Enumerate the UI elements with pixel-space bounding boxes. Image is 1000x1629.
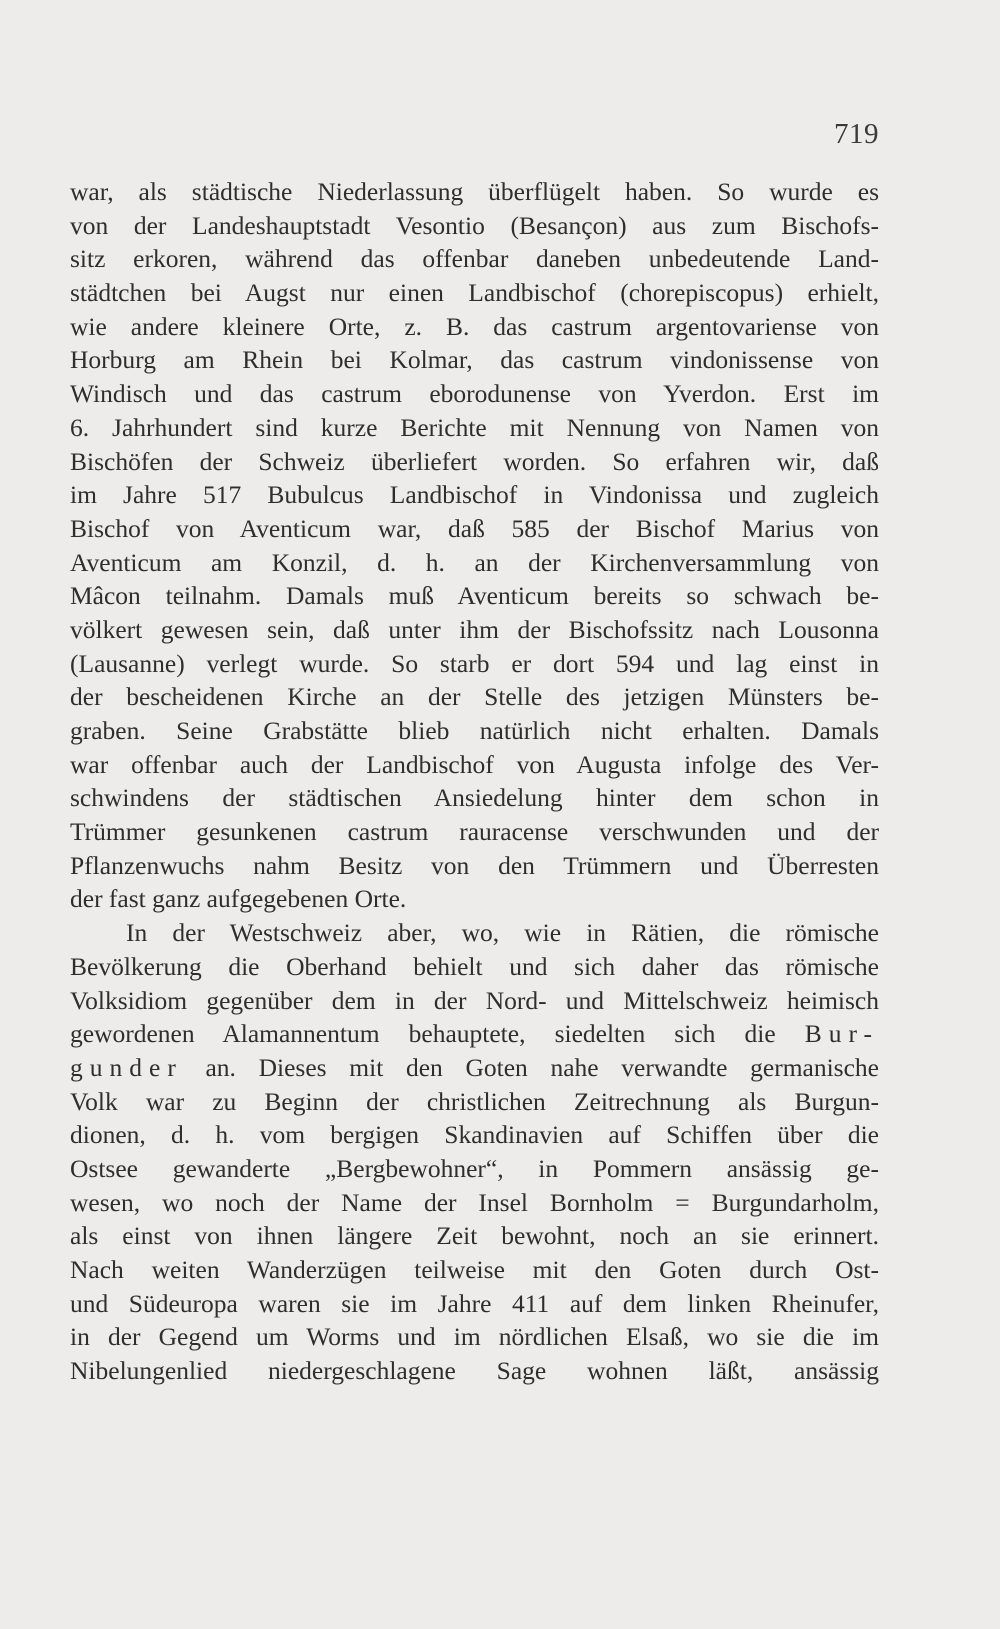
text-line (70, 680, 879, 714)
line-text: Pflanzenwuchs nahm Besitz von den Trümmern und Überresten (70, 850, 879, 880)
text-line (70, 445, 879, 479)
text-line (70, 276, 879, 310)
line-text: Trümmer gesunkenen castrum rauracense verschwunden und der (70, 817, 879, 847)
line-text: (Lausanne) verlegt wurde. So starb er dort 594 und lag einst in (70, 648, 879, 678)
text-line (70, 882, 879, 916)
line-text: Windisch und das castrum eborodunense von Yverdon. Erst im (70, 379, 879, 409)
text-line (70, 242, 879, 276)
line-text: graben. Seine Grabstätte blieb natürlich nicht erhalten. Damals (70, 716, 879, 745)
line-text: von der Landeshauptstadt Vesontio (Besançon) aus zum Bischofs- (70, 210, 879, 240)
text-line (70, 950, 879, 984)
text-line (70, 310, 879, 344)
text-line (70, 1219, 879, 1253)
text-line (70, 546, 879, 580)
text-line (70, 1320, 879, 1354)
text-line (70, 1354, 879, 1388)
line-text: Bischöfen der Schweiz überliefert worden. So erfahren wir, daß (70, 446, 879, 476)
line-text: als einst von ihnen längere Zeit bewohnt, noch an sie erinnert. (70, 1221, 879, 1251)
text-line (70, 478, 879, 512)
line-text: gewordenen Alamannentum behauptete, siedelten sich die (70, 1019, 805, 1049)
line-text: der bescheidenen Kirche an der Stelle des jetzigen Münsters be- (70, 682, 879, 712)
text-line (70, 781, 879, 815)
text-line (70, 579, 879, 613)
line-text: war offenbar auch der Landbischof von Augusta infolge des Ver- (70, 749, 879, 779)
line-text: Mâcon teilnahm. Damals muß Aventicum bereits so schwach be- (70, 581, 879, 611)
line-text: Bevölkerung die Oberhand behielt und sich daher das römische (70, 951, 879, 981)
text-line (70, 849, 879, 883)
line-text: Nach weiten Wanderzügen teilweise mit den Goten durch Ost- (70, 1255, 879, 1284)
line-text: und Südeuropa waren sie im Jahre 411 auf dem linken Rheinufer, (70, 1288, 879, 1318)
line-text: Volk war zu Beginn der christlichen Zeitrechnung als Burgun- (70, 1086, 879, 1116)
line-text: war, als städtische Niederlassung überflügelt haben. So wurde es (70, 177, 879, 206)
line-text: In der Westschweiz aber, wo, wie in Rätien, die römische (126, 918, 879, 948)
text-line (70, 748, 879, 782)
page-number: 719 (834, 118, 879, 150)
text-line (70, 815, 879, 849)
text-line (70, 512, 879, 546)
line-text: Bischof von Aventicum war, daß 585 der Bischof Marius von (70, 513, 879, 543)
text-line (70, 916, 879, 950)
text-line (70, 1051, 879, 1085)
line-text: völkert gewesen sein, daß unter ihm der Bischofssitz nach Lousonna (70, 614, 879, 644)
line-text: Ostsee gewanderte „Bergbewohner“, in Pommern ansässig ge- (70, 1153, 879, 1183)
text-line (70, 1287, 879, 1321)
text-line (70, 175, 879, 209)
line-text: an. Dieses mit den Goten nahe verwandte germanische (182, 1052, 879, 1082)
text-line (70, 343, 879, 377)
line-text: Horburg am Rhein bei Kolmar, das castrum vindonissense von (70, 345, 879, 375)
text-line (70, 411, 879, 445)
line-text: dionen, d. h. vom bergigen Skandinavien auf Schiffen über die (70, 1120, 879, 1150)
text-line (70, 714, 879, 748)
text-line (70, 1017, 879, 1051)
text-line (70, 984, 879, 1018)
text-line (70, 1186, 879, 1220)
text-line (70, 1253, 879, 1287)
line-text: wesen, wo noch der Name der Insel Bornholm = Burgundarholm, (70, 1187, 879, 1217)
line-text: sitz erkoren, während das offenbar daneben unbedeutende Land- (70, 244, 879, 274)
text-line (70, 209, 879, 243)
line-text: der fast ganz aufgegebenen Orte. (70, 884, 407, 914)
line-text: schwindens der städtischen Ansiedelung hinter dem schon in (70, 783, 879, 813)
spaced-word: Bur- (804, 1019, 879, 1049)
line-text: im Jahre 517 Bubulcus Landbischof in Vindonissa und zugleich (70, 480, 879, 510)
text-line (70, 613, 879, 647)
line-text: Volksidiom gegenüber dem in der Nord- und Mittelschweiz heimisch (70, 985, 879, 1015)
line-text: wie andere kleinere Orte, z. B. das castrum argentovariense von (70, 311, 879, 341)
line-text: Aventicum am Konzil, d. h. an der Kirchenversammlung von (70, 547, 879, 577)
text-line (70, 1085, 879, 1119)
text-line (70, 377, 879, 411)
text-line (70, 647, 879, 681)
line-text: 6. Jahrhundert sind kurze Berichte mit Nennung von Namen von (70, 412, 879, 442)
text-line (70, 1118, 879, 1152)
line-text: städtchen bei Augst nur einen Landbischof (chorepiscopus) erhielt, (70, 278, 879, 308)
text-line (70, 1152, 879, 1186)
line-text: in der Gegend um Worms und im nördlichen Elsaß, wo sie die im (70, 1322, 879, 1352)
spaced-word: gunder (70, 1052, 183, 1082)
body-text (70, 175, 879, 1388)
line-text: Nibelungenlied niedergeschlagene Sage wohnen läßt, ansässig (70, 1356, 879, 1386)
